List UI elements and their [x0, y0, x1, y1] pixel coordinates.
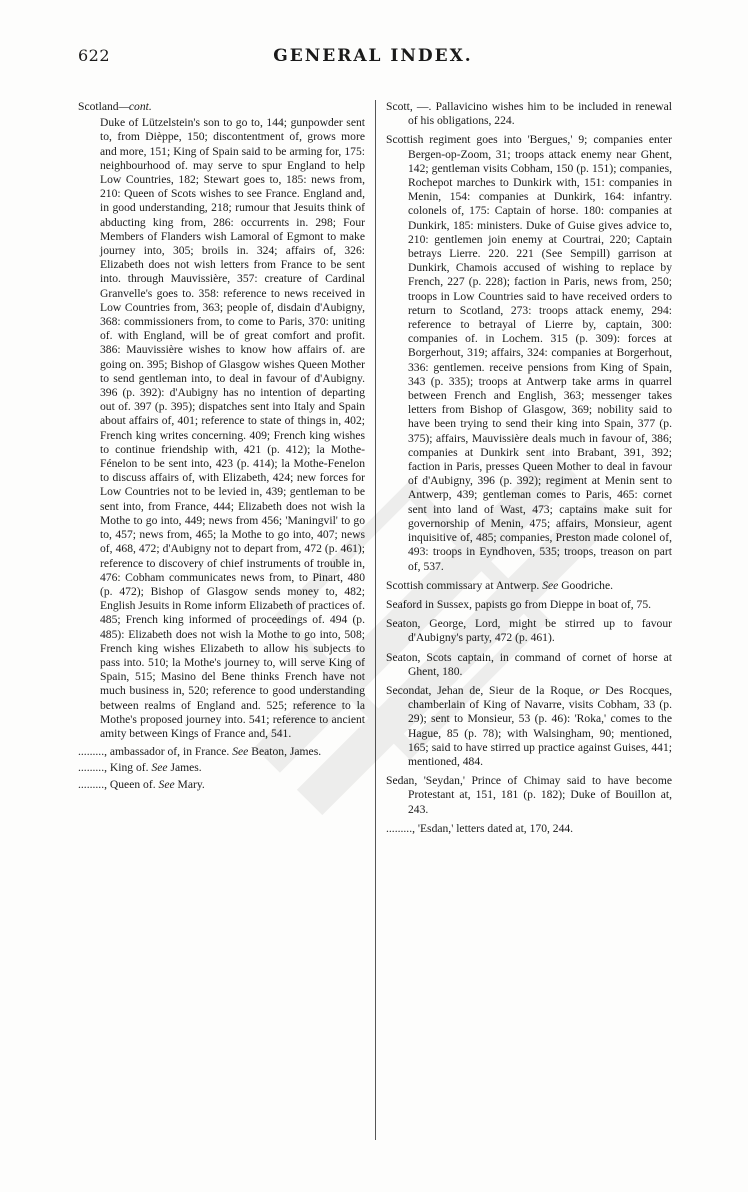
right-column: [386, 100, 672, 841]
index-entry-seaford: [386, 598, 672, 612]
index-entry-scotland-cont: [78, 100, 365, 114]
see-reference-target: James.: [170, 761, 202, 775]
index-entry-sedan-esdan: [386, 822, 672, 836]
entry-heading-suffix: —cont.: [118, 100, 152, 113]
entry-text: Pallavicino wishes him to be included in renewal of his obligations, 224.: [408, 100, 673, 128]
entry-heading: Seaton, Scots captain,: [386, 650, 494, 664]
entry-heading: Seaton, George, Lord,: [386, 617, 501, 631]
see-reference-target: Beaton, James.: [251, 745, 322, 759]
page-header: [78, 46, 668, 70]
index-entry-sedan: [386, 774, 672, 817]
running-title: GENERAL INDEX.: [273, 46, 473, 66]
entry-heading: ........., 'Esdan,': [386, 821, 454, 835]
see-reference-label: See: [158, 777, 175, 791]
subentry-ambassador: [78, 745, 365, 759]
entry-text: in command of cornet of horse at Ghent, 180.: [408, 650, 673, 678]
see-reference-target: Mary.: [177, 777, 205, 791]
entry-text: Prince of Chimay said to have become Protestant at, 151, 181 (p. 182); Duke of Bouillon at, 243.: [408, 774, 672, 816]
left-column: [78, 100, 365, 794]
index-entry-scott: [386, 100, 672, 128]
page-number: 622: [78, 46, 111, 65]
entry-body: Duke of Lützelstein's son to go to, 144; gunpowder sent to, from Dièppe, 150; discontentment of, grows more and more, 151; King of Spain said to be arming for, 175: neighbourhood of. may serve to spur England to help Low Countries, 182; Stewart goes to, 185: news from, 210: Queen of Scots wishes to see France. England and, in good understanding, 218; rumour that Jesuits think of abducting king from, 286: occurrents in. 298; Four Members of Flanders wish Lamoral of Egmont to make journey into, 305; broils in. 324; affairs of, 326: Elizabeth does not wish letters from France to be sent into. through Mauvissière, 357: creature of Cardinal Granvelle's goes to. 358: reference to news received in Low Countries from, 363; people of, disdain d'Aubigny, 368: commissioners from, to come to Paris, 370: uniting of. with England, will be of great comfort and profit. 386: Mauvissière wishes to know how affairs of. are going on. 395; Bishop of Glasgow wishes Queen Mother to send gentleman into, to deal in favour of d'Aubigny. 396 (p. 392): d'Aubigny has no intention of departing out of. 397 (p. 395); dispatches sent into Italy and Spain about affairs of, 401; reference to state of things in, 402; French king writes concerning. 409; French king wishes to continue friendship with, 421 (p. 412); la Mothe-Fénelon to be sent into, 423 (p. 414); la Mothe-Fenelon to discuss affairs of, with Elizabeth, 424; new forces for Low Countries not to be levied in, 439; gentleman to be sent into, from France, 444; Elizabeth does not wish la Mothe to go into, 449; news from 456; 'Maningvil' to go to, 457; news from, 465; la Mothe to go into, 407; news of, 468, 472; d'Aubigny not to depart from, 472 (p. 461); reference to discovery of chief instruments of trouble in, 476: Cobham communicates news from, to Pinart, 480 (p. 472); Bishop of Glasgow sends money to, 482; English Jesuits in Rome inform Elizabeth of practices of. 485; French king informed of proceedings of. 494 (p. 485): Elizabeth does not wish la Mothe to go into, 508; French king wishes Elizabeth to allow his subjects to pass into. 510; la Mothe's journey to, will serve King of Spain, 515; Masino del Bene thinks French have not much business in, 520; reference to good understanding between realms of England and. 525; reference to la Mothe's proposed journey into. 541; reference to ancient amity between Kings of France and, 541.: [100, 116, 365, 740]
entry-text: Goodriche.: [561, 578, 614, 592]
entry-heading: Scottish regiment goes into 'Bergues,': [386, 133, 573, 147]
index-entry-secondat: [386, 684, 672, 769]
column-divider: [375, 100, 376, 1140]
index-entry-seaton-george: [386, 617, 672, 645]
subentry-lead: ........., ambassador of, in France.: [78, 745, 230, 759]
entry-heading: Scott, —.: [386, 100, 432, 113]
entry-text: 9; companies enter Bergen-op-Zoom, 31; troops attack enemy near Ghent, 142; gentleman visits Cobham, 150 (p. 151); companies, Rochepot marches to Dunkirk with, 151: companies in Menin, 154: companies at Dunkirk, 164: infantry. colonels of, 175: Captain of horse. 180: companies at Dunkirk, 185: ministers. Duke of Guise gives advice to, 210: gentlemen join enemy at Courtrai, 220; Captain betrays Lierre. 220. 221 (See Sempill) garrison at Dunkirk, Chamois accused of wishing to replace by French, 227 (p. 228); faction in Paris, news from, 250; troops in Low Countries said to have received orders to return to Scotland, 273: troops attack enemy, 294: reference to betrayal of Lierre by, captain, 300: companies of. in Lochem. 315 (p. 309): forces at Borgerhout, 319; affairs, 324: companies at Borgerhout, 336: gentlemen. receive pensions from King of Spain, 343 (p. 335); troops at Antwerp take arms in quarrel between French and English, 363; messenger takes letters from Bishop of Glasgow, 369; nobility said to have been trying to send their king into Spain, 377 (p. 375); affairs, Mauvissière deals much in favour of, 386; companies at Dunkirk sent into Brabant, 391, 392; faction in Paris, presses Queen Mother to deal in favour of d'Aubigny, 396 (p. 392); regiment at Menin sent to Antwerp, 439; gentleman comes to Paris, 465: cornet sent into land of Wast, 473; captains make suit for governorship of Menin, 475; affairs, Monsieur, agent inquisitive of, 485; companies, Preston made colonel of, 493: troops in Eyndhoven, 535; troops, treason on part of, 537.: [408, 133, 672, 573]
entry-text: might be stirred up to favour d'Aubigny's party, 472 (p. 461).: [408, 617, 672, 645]
subentry-lead: ........., King of.: [78, 761, 149, 775]
index-entry-scottish-regiment: [386, 133, 672, 573]
index-entry-scottish-commissary: [386, 579, 672, 593]
entry-text: letters dated at, 170, 244.: [456, 821, 574, 835]
entry-heading: Scotland: [78, 100, 119, 113]
entry-or-label: or: [589, 683, 600, 697]
entry-heading: Secondat, Jehan de, Sieur de la Roque,: [386, 683, 584, 697]
subentry-lead: ........., Queen of.: [78, 777, 156, 791]
entry-text: papists go from Dieppe in boat of, 75.: [474, 597, 652, 611]
see-reference-label: See: [151, 761, 168, 775]
entry-heading: Scottish commissary at Antwerp.: [386, 578, 540, 592]
see-reference-label: See: [232, 745, 249, 759]
subentry-king: [78, 761, 365, 775]
entry-heading: Sedan, 'Seydan,': [386, 774, 465, 788]
subentry-queen: [78, 778, 365, 792]
see-reference-label: See: [542, 578, 559, 592]
entry-text: Des Rocques, chamberlain of King of Navarre, visits Cobham, 33 (p. 29); sent to Monsieur, 53 (p. 46): 'Roka,' comes to the Hague, 85 (p. 78); with Walsingham, 90; mentioned, 165; said to have stirred up practice against Guises, 441; mentioned, 484.: [408, 683, 673, 768]
entry-heading: Seaford in Sussex,: [386, 597, 472, 611]
index-entry-seaton-captain: [386, 651, 672, 679]
